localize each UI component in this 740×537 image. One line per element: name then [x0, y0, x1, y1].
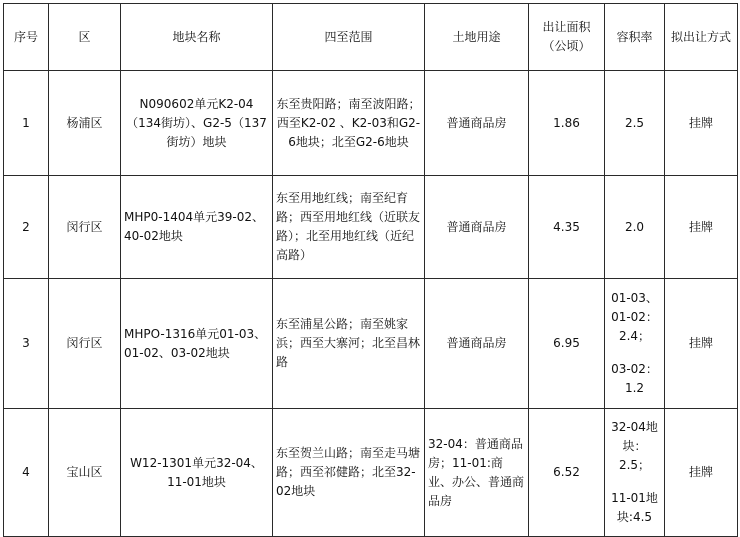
- cell-method: 挂牌: [665, 279, 738, 409]
- cell-no: 2: [4, 176, 49, 279]
- far-value: 11-01地块:4.5: [611, 491, 658, 524]
- cell-district: 闵行区: [49, 279, 121, 409]
- cell-area: 1.86: [529, 71, 605, 176]
- cell-boundary: 东至贺兰山路；南至走马塘路；西至祁健路；北至32-02地块: [273, 409, 425, 537]
- far-value: 2.0: [624, 219, 645, 234]
- cell-no: 4: [4, 409, 49, 537]
- cell-district: 宝山区: [49, 409, 121, 537]
- far-value: 2.5: [624, 115, 645, 130]
- cell-district: 杨浦区: [49, 71, 121, 176]
- cell-far: [605, 279, 665, 409]
- cell-boundary: 东至用地红线；南至纪育路；西至用地红线（近联友路）；北至用地红线（近纪高路）: [273, 176, 425, 279]
- cell-land-use: 普通商品房: [425, 176, 529, 279]
- table-row: [4, 176, 738, 279]
- cell-far: [605, 176, 665, 279]
- cell-parcel: MHP0-1404单元39-02、40-02地块: [121, 176, 273, 279]
- cell-method: 挂牌: [665, 409, 738, 537]
- cell-district: 闵行区: [49, 176, 121, 279]
- cell-far: [605, 71, 665, 176]
- cell-area: 6.95: [529, 279, 605, 409]
- cell-parcel: MHPO-1316单元01-03、01-02、03-02地块: [121, 279, 273, 409]
- cell-boundary: 东至贵阳路；南至波阳路；西至K2-02 、K2-03和G2-6地块；北至G2-6地块: [273, 71, 425, 176]
- header-area: 出让面积 （公顷）: [529, 4, 605, 71]
- cell-parcel: W12-1301单元32-04、11-01地块: [121, 409, 273, 537]
- cell-method: 挂牌: [665, 71, 738, 176]
- cell-land-use: 32-04：普通商品房；11-01:商业、办公、普通商品房: [425, 409, 529, 537]
- far-value: 03-02：1.2: [611, 362, 658, 395]
- cell-no: 1: [4, 71, 49, 176]
- table-row: [4, 409, 738, 537]
- header-no: 序号: [4, 4, 49, 71]
- cell-land-use: 普通商品房: [425, 279, 529, 409]
- header-boundary: 四至范围: [273, 4, 425, 71]
- header-parcel: 地块名称: [121, 4, 273, 71]
- header-district: 区: [49, 4, 121, 71]
- cell-method: 挂牌: [665, 176, 738, 279]
- table-row: [4, 279, 738, 409]
- far-value: 01-03、01-02：2.4；: [611, 291, 658, 343]
- header-far: 容积率: [605, 4, 665, 71]
- cell-land-use: 普通商品房: [425, 71, 529, 176]
- cell-area: 4.35: [529, 176, 605, 279]
- cell-parcel: N090602单元K2-04（134街坊）、G2-5（137街坊）地块: [121, 71, 273, 176]
- table-row: [4, 71, 738, 176]
- header-method: 拟出让方式: [665, 4, 738, 71]
- table-header-row: [4, 4, 738, 71]
- land-transfer-table: [3, 3, 738, 537]
- far-value: 32-04地块：2.5；: [611, 420, 658, 472]
- cell-far: [605, 409, 665, 537]
- cell-area: 6.52: [529, 409, 605, 537]
- cell-boundary: 东至浦星公路；南至姚家浜；西至大寨河；北至昌林路: [273, 279, 425, 409]
- cell-no: 3: [4, 279, 49, 409]
- header-land-use: 土地用途: [425, 4, 529, 71]
